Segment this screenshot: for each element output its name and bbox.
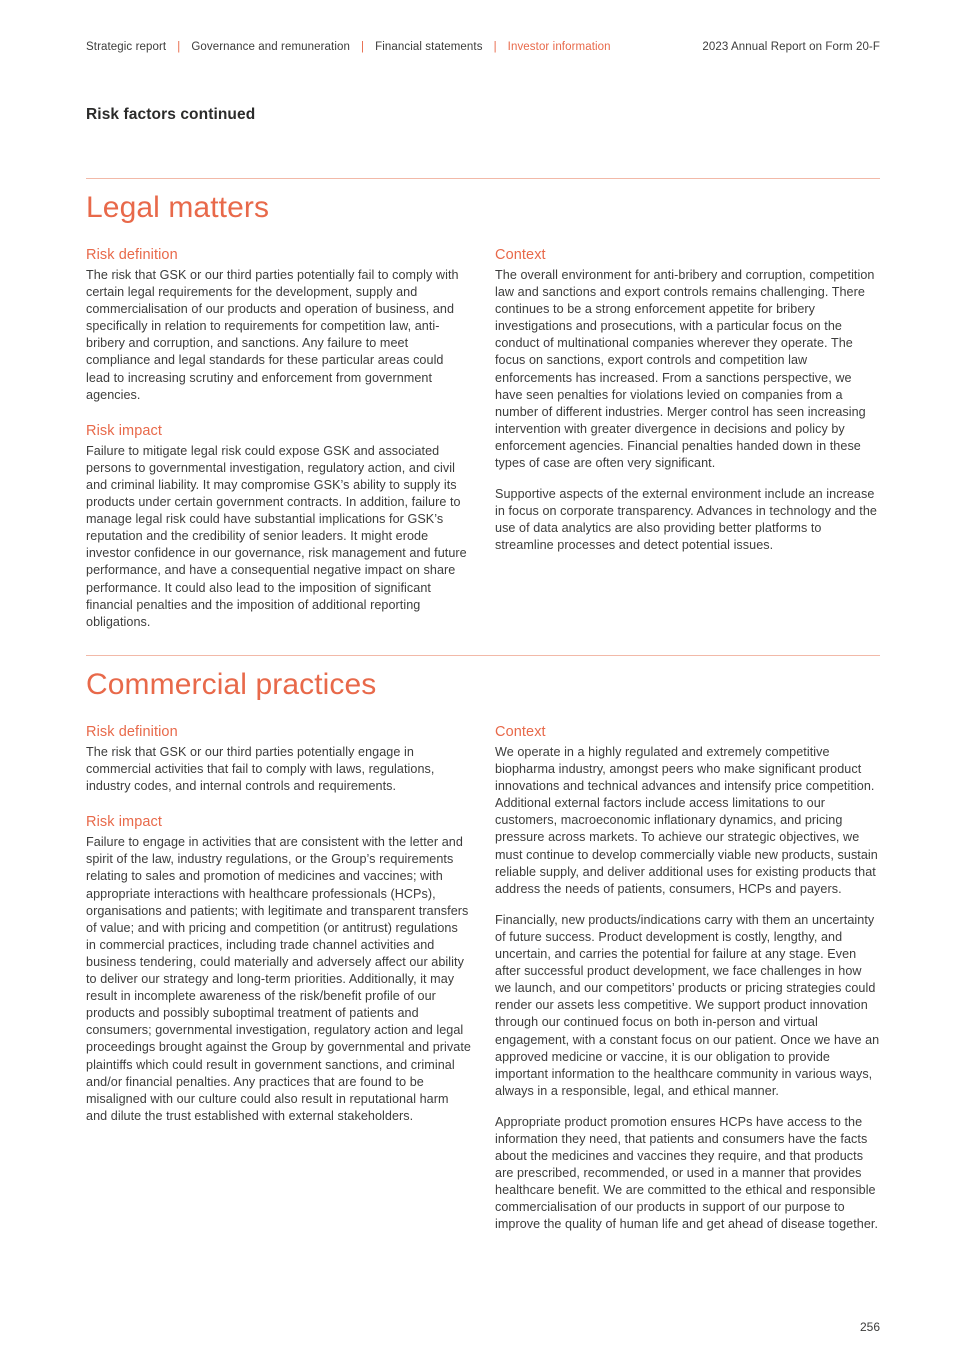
page-title: Risk factors continued: [86, 106, 256, 123]
document-page: [86, 0, 880, 1365]
nav-separator: |: [361, 41, 365, 53]
section-divider: [86, 655, 880, 656]
page-header: [86, 41, 880, 53]
risk-section-commercial-practices: [86, 655, 880, 1234]
nav-separator: |: [493, 41, 497, 53]
risk-impact-text: Failure to mitigate legal risk could expose GSK and associated persons to governmental investigation, regulatory action, and civil and criminal liability. It may compromise GSK’s ability to supply its products under certain government contracts. In addition, failure to manage legal risk could have substantial implications for GSK’s reputation and the credibility of senior leaders. It might erode investor confidence in our governance, risk management and future performance, and have a consequential negative impact on share performance. It could also lead to the imposition of significant financial penalties and the imposition of additional reporting obligations.: [86, 443, 467, 629]
risk-definition-text: The risk that GSK or our third parties potentially fail to comply with certain legal requirements for the development, supply and commercialisation of our products and operation of business, and specifically in relation to requirements for competition law, anti-bribery and corruption, and sanctions. Any failure to meet compliance and legal standards for these particular areas could lead to increasing scrutiny and enforcement from government agencies.: [86, 268, 459, 402]
context-paragraph: We operate in a highly regulated and extremely competitive biopharma industry, amongst peers who make significant product innovations and technical advances and intensify price competition. Additional external factors include access limitations to our customers, macroeconomic inflationary dynamics, and pricing pressure across markets. To achieve our strategic objectives, we must continue to develop commercially viable new products, sustain reliable supply, and deliver additional uses for existing products that address the needs of patients, consumers, HCPs and payers.: [495, 745, 878, 896]
nav-item-strategic-report[interactable]: Strategic report: [86, 41, 167, 53]
section-heading-commercial-practices: Commercial practices: [86, 668, 377, 701]
nav-item-governance-and-remuneration[interactable]: Governance and remuneration: [191, 41, 350, 53]
context-paragraph: Financially, new products/indications carry with them an uncertainty of future success. Product development is costly, lengthy, and uncertain, and carries the potential for failure at any stage. Even after successful product development, we face challenges in how we launch, and our competitors’ products or pricing strategies could render our assets less competitive. We support product innovation through our continued focus on both in-person and virtual engagement, with a constant focus on our patient. Once we have an approved medicine or vaccine, it is our obligation to provide important information to the healthcare community in various ways, always in a responsible, legal, and ethical manner.: [495, 912, 880, 1098]
subheading-risk-definition: Risk definition: [86, 247, 178, 263]
risk-impact-text: Failure to engage in activities that are consistent with the letter and spirit of the law, industry regulations, or the Group’s requirements relating to sales and promotion of medicines and vaccines; with appropriate interactions with healthcare professionals (HCPs), organisations and patients; with legitimate and transparent transfers of value; and with pricing and competition (or antitrust) regulations in commercial practices, including trade channel activities and business tendering, could materially and adversely affect our ability to deliver our strategy and long-term priorities. Additionally, it may result in incomplete awareness of the risk/benefit profile of our products and possibly suboptimal treatment of patients and consumers; governmental investigation, regulatory action and legal proceedings brought against the Group by governmental and private plaintiffs which could result in government sanctions, and criminal and/or financial penalties. Any practices that are found to be misaligned with our culture could also result in reputational harm and dilute the trust established with external stakeholders.: [86, 835, 471, 1123]
column-right: [495, 724, 880, 1234]
section-navigation: [86, 41, 611, 53]
context-paragraph: The overall environment for anti-bribery and corruption, competition law and sanctions and export controls remains challenging. There continues to be a strong enforcement appetite for bribery investigations and prosecutions, with a particular focus on the conduct of multinational companies wherever they operate. The focus on sanctions, export controls and competition law enforcements has increased. From a sanctions perspective, we have seen penalties for violations levied on companies from a number of different industries. Merger control has seen increasing intervention with greater divergence in decisions and policy by enforcement agencies. Financial penalties handed down in these types of case are often very significant.: [495, 268, 875, 471]
two-column-layout: [86, 247, 880, 631]
risk-definition-text: The risk that GSK or our third parties potentially engage in commercial activities that fail to comply with laws, regulations, industry codes, and internal controls and requirements.: [86, 745, 435, 794]
column-left: [86, 724, 471, 1234]
subheading-context: Context: [495, 247, 546, 263]
subheading-risk-impact: Risk impact: [86, 422, 163, 439]
page-number: 256: [859, 1320, 880, 1334]
section-divider: [86, 178, 880, 179]
subheading-risk-definition: Risk definition: [86, 724, 178, 740]
subheading-risk-impact: Risk impact: [86, 814, 163, 831]
subheading-context: Context: [495, 724, 546, 740]
context-paragraph: Appropriate product promotion ensures HCPs have access to the information they need, that patients and consumers have the facts about the medicines and vaccines they require, and that products are prescribed, recommended, or used in a manner that provides healthcare benefit. We are committed to the ethical and responsible commercialisation of our products in support of our purpose to improve the quality of human life and get ahead of disease together.: [495, 1114, 879, 1232]
column-left: [86, 247, 471, 631]
report-title: 2023 Annual Report on Form 20-F: [702, 41, 880, 53]
column-right: [495, 247, 880, 631]
nav-item-financial-statements[interactable]: Financial statements: [375, 41, 483, 53]
nav-separator: |: [177, 41, 181, 53]
section-heading-legal-matters: Legal matters: [86, 191, 270, 224]
risk-section-legal-matters: [86, 178, 880, 631]
context-paragraph: Supportive aspects of the external environment include an increase in focus on corporate transparency. Advances in technology and the use of data analytics are also providing better platforms to streamline processes and detect potential issues.: [495, 487, 877, 553]
two-column-layout: [86, 724, 880, 1234]
nav-item-investor-information[interactable]: Investor information: [507, 41, 611, 53]
